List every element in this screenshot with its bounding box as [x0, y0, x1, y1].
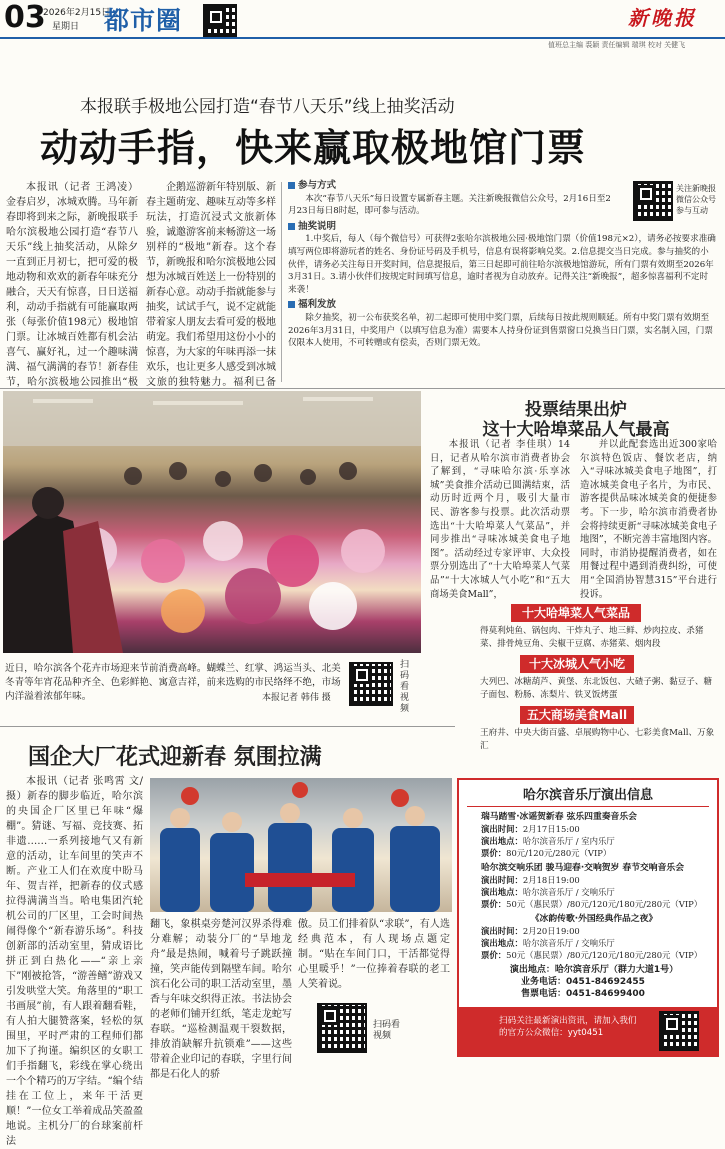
- section-participation-title: 参与方式: [288, 180, 716, 193]
- concert-show-name: 瑞马踏雪·冰谣贺新春 弦乐四重奏音乐会: [481, 812, 637, 822]
- header-qr-code[interactable]: [203, 4, 237, 38]
- vote-column-2: 并以此配套选出近300家哈尔滨特色饭店、餐饮老店，纳入“寻味冰城美食电子地图”，打造冰城美食电子名片，为市民、游客提供品味冰城美食的便捷参考。下一步，哈尔滨市消费者协会将持续更新“寻味冰城美食电子地图”，不断完善丰富地图内容。同时，市消协提醒消费者，如在用餐过程中遇到消费纠纷，可使用“全国消协智慧315”平台进行投诉。: [580, 439, 717, 600]
- section-prize-text: 除夕抽奖，初一公布获奖名单，初二起即可使用中奖门票，后续每日按此规则顺延。所有中奖门票有效期至2026年3月31日，中奖用户（以填写信息为准）需要本人持身份证到售票窗口兑换当日门票，实名制入园，门票仅限本人使用，不可转赠或有偿卖，否则门票无效。: [288, 312, 713, 349]
- concert-show-price: 票价：50元（惠民票）/80元/120元/180元/280元（VIP）: [481, 899, 703, 909]
- lead-headline: 动动手指，快来赢取极地馆门票: [40, 126, 587, 170]
- factory-column-1: 本报讯（记者 张鸣霄 文/摄）新春的脚步临近，哈尔滨的央国企厂区里已年味“爆棚”。猜谜、写福、竞技赛、拓非遗……一系列接地气又有新意的活动，让车间里的笑声不断。产业工人们在欢度中盼马年、贺吉祥，把新春的仪式感拉得满满当当。哈电集团汽轮机公司的厂区里，工会时间热闹得像个“新春游乐场”。科技创新部的活动室里，猜成语比拼正到白热化——“亲上亲下”刚被抢答，“游善鳝”游戏又引发哄堂大笑。角落里的“职工书画展”前，有人跟着翻看鞋，有人拍大腿赞落案，轻松的氛围里，平时严肃的工程师们都加下了拘谨。编织区的女职工们手指翻飞，彩线在掌心绕出一个个精巧的万字结。“编个结挂在工位上，来年干活更顺！”一位女工举着成品笑盈盈地说。主机分厂的台球案前杆法: [6, 776, 143, 1147]
- vote-list-3-items: 王府井、中央大街百盛、卓展购物中心、七彩美食Mall、万象汇: [480, 728, 715, 751]
- concert-show-time: 演出时间：2月20日19:00: [481, 926, 580, 936]
- concert-show-time: 演出时间：2月18日19:00: [481, 875, 580, 885]
- flower-market-illustration: [3, 391, 421, 653]
- concert-show-name: 《冰韵传歌·外国经典作品之夜》: [530, 914, 658, 924]
- concert-title: 哈尔滨音乐厅演出信息: [467, 784, 709, 807]
- vote-headline-2: 这十大哈埠菜品人气最高: [482, 420, 670, 440]
- concert-show-price: 票价：50元（惠民票）/80元/120元/180元/280元（VIP）: [481, 950, 703, 960]
- vote-list-2-title: 十大冰城人气小吃: [520, 655, 634, 673]
- concert-show-venue: 演出地点：哈尔滨音乐厅 / 交响乐厅: [481, 887, 615, 897]
- concert-show-venue: 演出地点：哈尔滨音乐厅 / 交响乐厅: [481, 938, 615, 948]
- vote-list-1-title: 十大哈埠菜人气菜品: [511, 604, 641, 622]
- flower-photo-credit: 本报记者 韩伟 摄: [262, 693, 331, 703]
- section-rule-2: [0, 726, 455, 727]
- concert-address: 演出地点：哈尔滨音乐厅（群力大道1号）: [509, 965, 679, 975]
- concert-show-time: 演出时间：2月17日15:00: [481, 824, 580, 834]
- concert-show-item: [481, 811, 707, 859]
- section-rules-title: 抽奖说明: [288, 221, 716, 234]
- factory-illustration: [150, 778, 452, 912]
- factory-video-label: 扫码看视频: [373, 1020, 401, 1041]
- flower-video-label: 扫码看视频: [400, 660, 410, 714]
- section-title: 都市圈: [104, 6, 183, 35]
- factory-headline: 国企大厂花式迎新春 氛围拉满: [28, 745, 322, 770]
- concert-footer: [459, 1007, 717, 1055]
- concert-show-venue: 演出地点：哈尔滨音乐厅 / 室内乐厅: [481, 836, 615, 846]
- vote-list-1-items: 得莫利炖鱼、锅包肉、干炸丸子、地三鲜、炒肉拉皮、杀猪菜、排骨炖豆角、尖椒干豆腐、赤猪菜、烟肉段: [480, 626, 704, 649]
- issue-date: 2026年2月15日: [43, 8, 111, 18]
- header-rule: [0, 37, 725, 39]
- factory-column-3: 傲。员工们排着队“求联”，有人选经典范本，有人现场点题定制。“贴在车间门口，干活都觉得心里暖乎！”一位捧着春联的老工人笑着说。: [298, 919, 450, 990]
- concert-show-name: 哈尔滨交响乐团 骏马迎春·交响贺岁 春节交响音乐会: [481, 863, 684, 873]
- vote-list-2-items: 大列巴、冰糖葫芦、黄堡、东北饭包、大碴子粥、黏豆子、糖子面包、粉肠、冻梨片、铁叉饭烤蛋: [480, 677, 713, 700]
- section-rules-text: 1.中奖后，每人（每个微信号）可获得2张哈尔滨极地公园·极地馆门票（价值198元×2），请务必按要求准确填写两位即将游玩者的姓名、身份证号码及手机号，信息有误将影响兑奖。2.信息提交当日完成。参与抽奖的小伙伴，请务必关注每日开奖时间，信息提报后，第三日起即可前往哈尔滨极地馆游玩，所有门票有效期至2026年3月31日。3.请小伙伴们按规定时间填写信息，逾时者视为自动放弃。记得关注“新晚报”，超多惊喜福利不定时来袭！: [288, 234, 716, 295]
- concert-ticket-phone: 售票电话：0451-84699400: [521, 989, 645, 999]
- flower-market-photo: [3, 391, 421, 653]
- issue-weekday: 星期日: [52, 22, 80, 32]
- lead-column-2: 企鹅巡游新年特别版、新春主题萌宠、趣味互动等多样玩法，打造沉浸式文旅新体验，诚邀游客前来畅游这一场别样的“极地”新春。这个春节，新晚报和哈尔滨极地公园想为冰城百姓送上一份特别的新春心意。动动手指就能参与抽奖，试试手气，说不定就能带着家人朋友去看可爱的极地萌宠。我们希望用这份小小的惊喜，为大家的年味再添一抹欢乐，也让更多人感受到冰城文旅的独特魅力。福利已备: [146, 182, 276, 388]
- vote-headline-1: 投票结果出炉: [525, 400, 627, 420]
- flower-photo-caption: 近日，哈尔滨各个花卉市场迎来节前消费高峰。蝴蝶兰、红掌、鸿运当头、北美冬青等年宵花品种齐全、色彩鲜艳、寓意吉祥，前来选购的市民络绎不绝，市场内洋溢着浓郁年味。: [5, 663, 341, 702]
- concert-qr-code[interactable]: [659, 1011, 699, 1051]
- vote-column-1: 本报讯（记者 李佳琪）14日，记者从哈尔滨市消费者协会了解到，“寻味哈尔滨·乐享冰城”美食推介活动已圆满结束，活动历时近两个月，吸引大量市民、游客参与投票。此次活动票选出“十大哈埠菜人气菜品”，并同步推出“寻味冰城美食电子地图”。活动经过专家评审、大众投票分别选出了“十大哈埠菜人气菜品”“十大冰城人气小吃”和“五大商场美食Mall”，: [430, 439, 570, 600]
- section-rule-1: [0, 388, 725, 389]
- concert-service-phone: 业务电话：0451-84692455: [521, 977, 645, 987]
- concert-show-item: [481, 913, 707, 961]
- section-participation-text: 本次“春节八天乐”每日设置专属新春主题。关注新晚报微信公众号，2月16日至2月23日每日8时起，即可参与活动。: [288, 193, 611, 217]
- page-header: [0, 0, 725, 49]
- lead-qr-code[interactable]: [633, 181, 673, 221]
- concert-show-item: [481, 862, 707, 910]
- editor-credits: 值班总主编 裘颖 责任编辑 瑞琪 校对 关健飞: [548, 41, 686, 49]
- lead-kicker: 本报联手极地公园打造“春节八天乐”线上抽奖活动: [80, 97, 455, 117]
- flower-video-qr-code[interactable]: [349, 662, 393, 706]
- brand-logo: 新晚报: [628, 6, 697, 30]
- concert-info-box: [457, 778, 719, 1057]
- factory-photo: [150, 778, 452, 912]
- factory-video-qr-code[interactable]: [317, 1003, 367, 1053]
- lead-column-1: 本报讯（记者 王鸿凌）金春启岁，冰城欢腾。马年新春即将到来之际，新晚报联手哈尔滨极地公园打造“春节八天乐”线上抽奖活动，从除夕一直到正月初七，把可爱的极地动物和欢欢的新春年味充分融合，天天有惊喜，日日送福利，动动手指就有可能赢取两张（每张价值198元）极地馆门票。让冰城百姓都有机会沾喜气、赢好礼，过一个趣味满满、福气满满的春节！新春佳节，哈尔滨极地公园推出“极: [6, 182, 138, 388]
- factory-column-2: 翻飞，象棋桌旁楚河汉界杀得难分难解；动装分厂的“旱地龙舟”最是热闹，喊着号子跳跃撞撞，笑声能传到隔壁车间。哈尔滨石化公司的职工活动室里，墨香与年味交织得正浓。书法协会的老师们铺开红纸，笔走龙蛇写春联。“巡检测温观干裂数据，排放消缺解升抗锁难”——这些带着企业印记的春联，字里行间都是石化人的骄: [150, 919, 292, 1080]
- concert-show-price: 票价：80元/120元/280元（VIP）: [481, 848, 612, 858]
- concert-show-list: [459, 807, 717, 1000]
- lead-qr-caption: 关注新晚报微信公众号参与互动: [676, 184, 716, 215]
- lead-divider: [281, 182, 282, 382]
- section-prize-title: 福利发放: [288, 299, 716, 312]
- page-number: 03: [4, 0, 46, 35]
- concert-footer-text: 扫码关注最新演出资讯，请加入我们的官方公众微信：yyt0451: [499, 1016, 637, 1038]
- vote-list-3-title: 五大商场美食Mall: [520, 706, 634, 724]
